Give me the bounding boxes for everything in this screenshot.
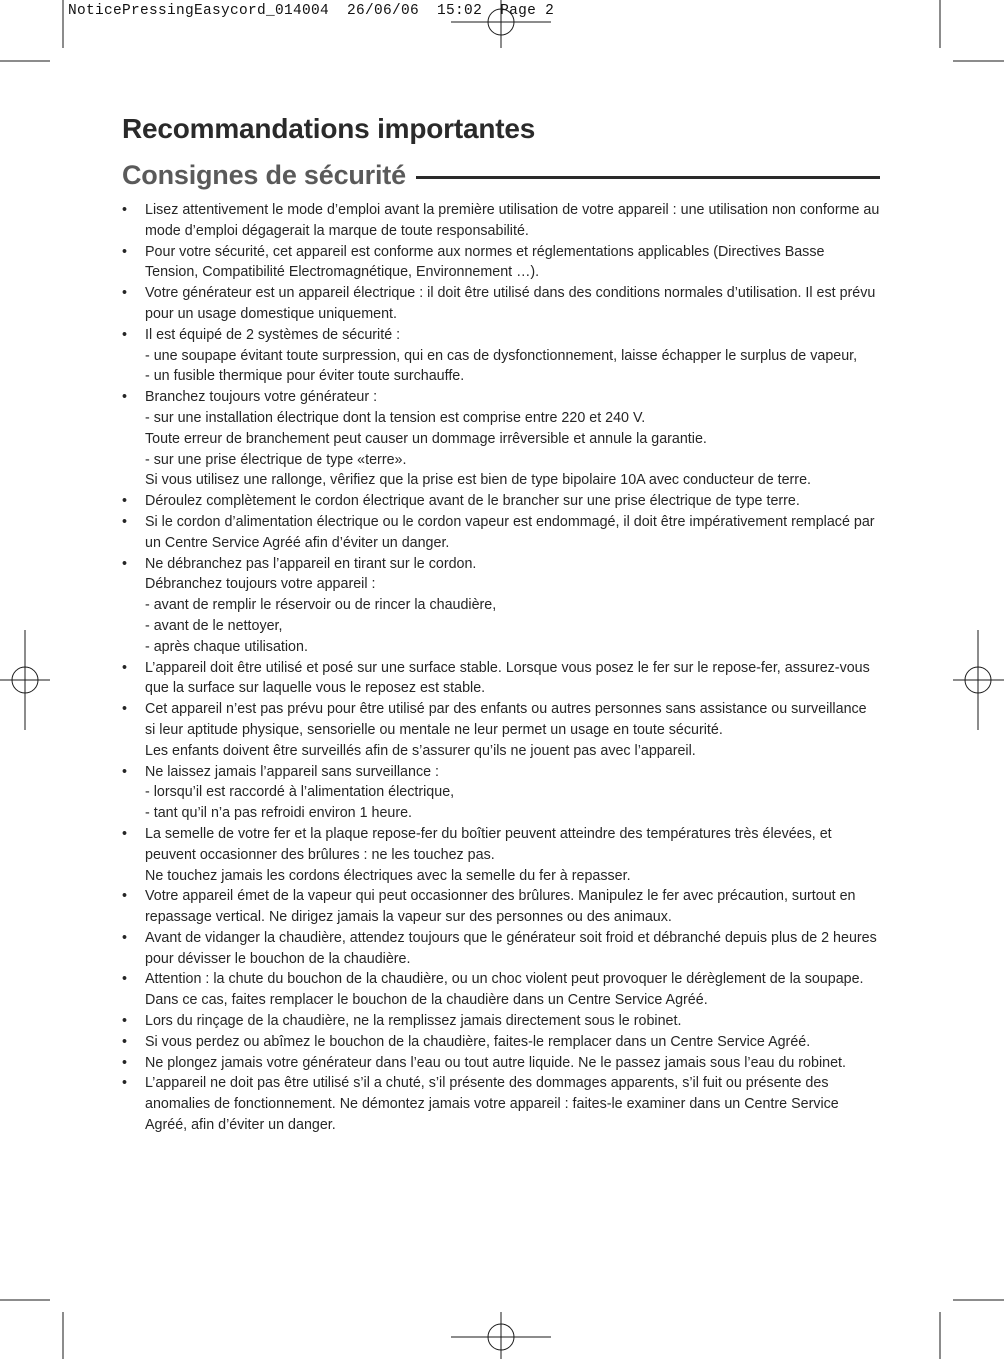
bullet-icon: • xyxy=(122,1013,128,1030)
bullet-icon: • xyxy=(122,285,128,302)
safety-item xyxy=(122,387,880,491)
section-heading xyxy=(122,160,880,191)
safety-item-text: Avant de vidanger la chaudière, attendez toujours que le générateur soit froid et débranché depuis plus de 2 heures pour dévisser le bouchon de la chaudière. xyxy=(145,929,877,967)
safety-item-text: Ne débranchez pas l’appareil en tirant sur le cordon. Débranchez toujours votre appareil : - avant de remplir le réservoir ou de rincer la chaudière, - avant de le nettoyer, - après chaque utilisation. xyxy=(145,555,497,655)
bullet-icon: • xyxy=(122,389,128,406)
safety-item xyxy=(122,762,880,824)
safety-item-text: Ne plongez jamais votre générateur dans l’eau ou tout autre liquide. Ne le passez jamais sous l’eau du robinet. xyxy=(145,1054,846,1071)
bullet-icon: • xyxy=(122,825,128,842)
registration-mark-top xyxy=(451,0,551,48)
safety-item xyxy=(122,554,880,658)
safety-item-text: Votre générateur est un appareil électrique : il doit être utilisé dans des conditions normales d’utilisation. Il est prévu pour un usage domestique uniquement. xyxy=(145,285,876,322)
safety-item xyxy=(122,325,880,387)
safety-item-text: Cet appareil n’est pas prévu pour être utilisé par des enfants ou autres personnes sans assistance ou surveillance si leur aptitude physique, sensorielle ou mentale ne leur permet un usage en toute sécurité. Les enfants doivent être surveillés afin de s’assurer qu’ils ne jouent pas avec l’appareil. xyxy=(145,701,867,759)
safety-item xyxy=(122,1053,880,1074)
safety-item xyxy=(122,886,880,928)
safety-item-text: Si le cordon d’alimentation électrique ou le cordon vapeur est endommagé, il doit être impérativement remplacé par un Centre Service Agréé afin d’éviter un danger. xyxy=(145,513,875,551)
safety-item xyxy=(122,242,880,284)
safety-item xyxy=(122,969,880,1011)
safety-item-text: Lisez attentivement le mode d’emploi avant la première utilisation de votre appareil : une utilisation non conforme au mode d’emploi dégagerait la marque de toute responsabilité. xyxy=(145,202,880,239)
bullet-icon: • xyxy=(122,888,128,905)
safety-item-text: L’appareil ne doit pas être utilisé s’il a chuté, s’il présente des dommages apparents, s’il fuit ou présente des anomalies de fonctionnement. Ne démontez jamais votre appareil : faites-le examiner dans un Centre Service Agréé, afin d’éviter un danger. xyxy=(145,1075,839,1134)
bullet-icon: • xyxy=(122,243,128,260)
section-title: Consignes de sécurité xyxy=(122,160,406,190)
safety-item-text: Déroulez complètement le cordon électrique avant de le brancher sur une prise électrique de type terre. xyxy=(145,493,800,510)
safety-item xyxy=(122,699,880,761)
safety-item-text: Attention : la chute du bouchon de la chaudière, ou un choc violent peut provoquer le dérèglement de la soupape. Dans ce cas, faites remplacer le bouchon de la chaudière dans un Centre Service Agréé. xyxy=(145,971,864,1009)
bullet-icon: • xyxy=(122,326,128,343)
safety-item-text: La semelle de votre fer et la plaque repose-fer du boîtier peuvent atteindre des températures très élevées, et peuvent occasionner des brûlures : ne les touchez pas. Ne touchez jamais les cordons électriques avec la semelle du fer à repasser. xyxy=(145,825,832,884)
safety-item xyxy=(122,658,880,700)
bullet-icon: • xyxy=(122,202,128,218)
safety-item xyxy=(122,512,880,554)
safety-item xyxy=(122,491,880,512)
safety-item-text: Ne laissez jamais l’appareil sans surveillance : - lorsqu’il est raccordé à l’alimentation électrique, - tant qu’il n’a pas refroidi environ 1 heure. xyxy=(145,763,455,822)
safety-item-text: Lors du rinçage de la chaudière, ne la remplissez jamais directement sous le robinet. xyxy=(145,1013,682,1030)
safety-item-text: L’appareil doit être utilisé et posé sur une surface stable. Lorsque vous posez le fer sur le repose-fer, assurez-vous que la surface sur laquelle vous le reposez est stable. xyxy=(145,659,870,697)
safety-item-text: Pour votre sécurité, cet appareil est conforme aux normes et réglementations applicables (Directives Basse Tension, Compatibilité Electromagnétique, Environnement …). xyxy=(145,243,825,281)
bullet-icon: • xyxy=(122,929,128,946)
safety-item xyxy=(122,200,880,242)
safety-item xyxy=(122,1011,880,1032)
bullet-icon: • xyxy=(122,493,128,510)
bullet-icon: • xyxy=(122,701,128,718)
registration-mark-bottom xyxy=(451,1312,551,1359)
bullet-icon: • xyxy=(122,971,128,988)
bullet-icon: • xyxy=(122,1054,128,1071)
bullet-icon: • xyxy=(122,659,128,676)
bullet-icon: • xyxy=(122,513,128,530)
print-slug: NoticePressingEasycord_014004 26/06/06 15:02 Page 2 xyxy=(68,3,555,19)
registration-mark-right xyxy=(953,630,1004,730)
registration-mark-left xyxy=(0,630,50,730)
safety-item-text: Si vous perdez ou abîmez le bouchon de la chaudière, faites-le remplacer dans un Centre Service Agréé. xyxy=(145,1033,811,1050)
bullet-icon: • xyxy=(122,763,128,780)
safety-item-text: Branchez toujours votre générateur : - sur une installation électrique dont la tension est comprise entre 220 et 240 V. Toute erreur de branchement peut causer un dommage irrêversible et annule la garantie. - sur une prise électrique de type «terre». Si vous utilisez une rallonge, vêrifiez que la prise est bien de type bipolaire 10A avec conducteur de terre. xyxy=(145,389,811,489)
safety-item xyxy=(122,928,880,970)
bullet-icon: • xyxy=(122,1075,128,1092)
section-rule xyxy=(416,176,880,179)
safety-item xyxy=(122,1032,880,1053)
page-title: Recommandations importantes xyxy=(122,113,536,144)
safety-instructions-list xyxy=(122,200,880,1136)
bullet-icon: • xyxy=(122,555,128,572)
bullet-icon: • xyxy=(122,1033,128,1050)
safety-item xyxy=(122,1073,880,1135)
safety-item-text: Il est équipé de 2 systèmes de sécurité : - une soupape évitant toute surpression, qui en cas de dysfonctionnement, laisse échapper le surplus de vapeur, - un fusible thermique pour éviter toute surchauffe. xyxy=(145,326,858,385)
safety-item xyxy=(122,824,880,886)
safety-item xyxy=(122,283,880,325)
safety-item-text: Votre appareil émet de la vapeur qui peut occasionner des brûlures. Manipulez le fer avec précaution, surtout en repassage vertical. Ne dirigez jamais la vapeur sur des personnes ou des animaux. xyxy=(145,888,856,926)
